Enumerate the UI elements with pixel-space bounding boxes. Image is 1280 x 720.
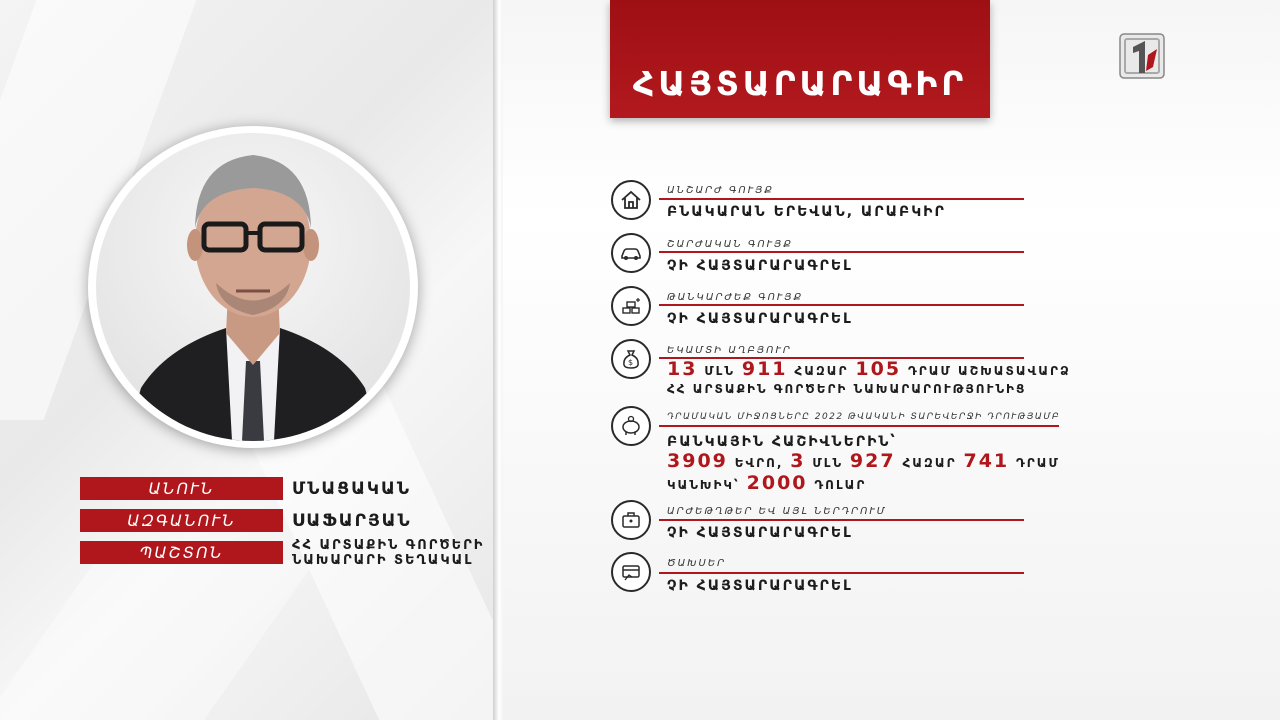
cash-line-2 [667,450,1060,472]
cash-line-3 [667,472,866,494]
item-value: ՉԻ ՀԱՅՏԱՐԱՐԱԳՐԵԼ [667,525,853,541]
position-value [292,538,484,568]
panel-divider [493,0,503,720]
item-category: ՇԱՐԺԱԿԱՆ ԳՈՒՅՔ [667,239,793,250]
cash-usd-amount: 2000 [746,472,808,494]
name-value: ՄՆԱՑԱԿԱՆ [292,479,412,499]
item-value: ՉԻ ՀԱՅՏԱՐԱՐԱԳՐԵԼ [667,578,853,594]
income-thousands: 911 [741,358,788,380]
item-category: ԱՐԺԵԹՂԹԵՐ ԵՎ ԱՅԼ ՆԵՐԴՐՈՒՄ [667,506,887,517]
cash-line-1: ԲԱՆԿԱՅԻՆ ՀԱՇԻՎՆԵՐԻՆ՝ [667,434,897,450]
position-line-1: ՀՀ ԱՐՏԱՔԻՆ ԳՈՐԾԵՐԻ [292,538,485,553]
card-icon [611,552,651,592]
svg-text:$: $ [628,358,634,367]
item-divider [659,304,1024,306]
piggy-bank-icon [611,406,651,446]
item-category: ԵԿԱՄՏԻ ԱՂԲՅՈՒՐ [667,345,792,356]
item-category: ԾԱԽՍԵՐ [667,558,727,569]
income-text: ՀԱԶԱՐ [794,364,849,378]
item-value: ՉԻ ՀԱՅՏԱՐԱՐԱԳՐԵԼ [667,258,853,274]
page-title: ՀԱՅՏԱՐԱՐԱԳԻՐ [632,64,968,103]
channel-logo [1119,33,1165,79]
cash-amd-units: 741 [963,450,1010,472]
item-category: ԴՐԱՄԱԿԱՆ ՄԻՋՈՑՆԵՐԸ 2022 ԹՎԱԿԱՆԻ ՏԱՐԵՎԵՐՋԻ ԴՐՈՒԹՅԱՄԲ [667,412,1061,422]
position-line-2: ՆԱԽԱՐԱՐԻ ՏԵՂԱԿԱԼ [292,553,474,568]
income-millions: 13 [667,358,698,380]
gold-bars-icon [611,286,651,326]
money-bag-icon [611,339,651,379]
background-shard [0,560,316,720]
income-text: ԴՐԱՄ ԱՇԽԱՏԱՎԱՐՁ [907,364,1071,378]
briefcase-icon [611,500,651,540]
item-value: ՉԻ ՀԱՅՏԱՐԱՐԱԳՐԵԼ [667,311,853,327]
cash-amd-millions: 3 [790,450,806,472]
position-label: ՊԱՇՏՈՆ [80,541,283,564]
channel-one-logo-icon [1119,33,1165,79]
income-units: 105 [855,358,902,380]
cash-amd-thousands: 927 [849,450,896,472]
income-line-1 [667,358,1071,380]
cash-text: ԴՈԼԱՐ [814,478,867,492]
item-divider [659,251,1024,253]
cash-text: ՀԱԶԱՐ [902,456,957,470]
name-label: ԱՆՈՒՆ [80,477,283,500]
item-divider [659,572,1024,574]
title-banner [610,0,990,118]
item-value: ԲՆԱԿԱՐԱՆ ԵՐԵՎԱՆ, ԱՐԱԲԿԻՐ [667,204,946,220]
item-divider [659,425,1059,427]
item-divider [659,519,1024,521]
cash-text: ԿԱՆԽԻԿ՝ [667,478,740,492]
item-category: ԱՆՇԱՐԺ ԳՈՒՅՔ [667,185,774,196]
cash-text: ԴՐԱՄ [1016,456,1060,470]
house-icon [611,180,651,220]
surname-label: ԱԶԳԱՆՈՒՆ [80,509,283,532]
cash-text: ԵՎՐՈ, [734,456,784,470]
cash-text: ՄԼՆ [812,456,844,470]
cash-euro-amount: 3909 [667,450,728,472]
item-divider [659,198,1024,200]
item-category: ԹԱՆԿԱՐԺԵՔ ԳՈՒՅՔ [667,292,804,303]
portrait-photo [96,133,410,441]
surname-value: ՍԱՖԱՐՅԱՆ [292,511,412,531]
income-text: ՄԼՆ [704,364,735,378]
person-silhouette-icon [96,133,410,441]
income-line-2: ՀՀ ԱՐՏԱՔԻՆ ԳՈՐԾԵՐԻ ՆԱԽԱՐԱՐՈՒԹՅՈՒՆԻՑ [667,382,1027,396]
car-icon [611,233,651,273]
